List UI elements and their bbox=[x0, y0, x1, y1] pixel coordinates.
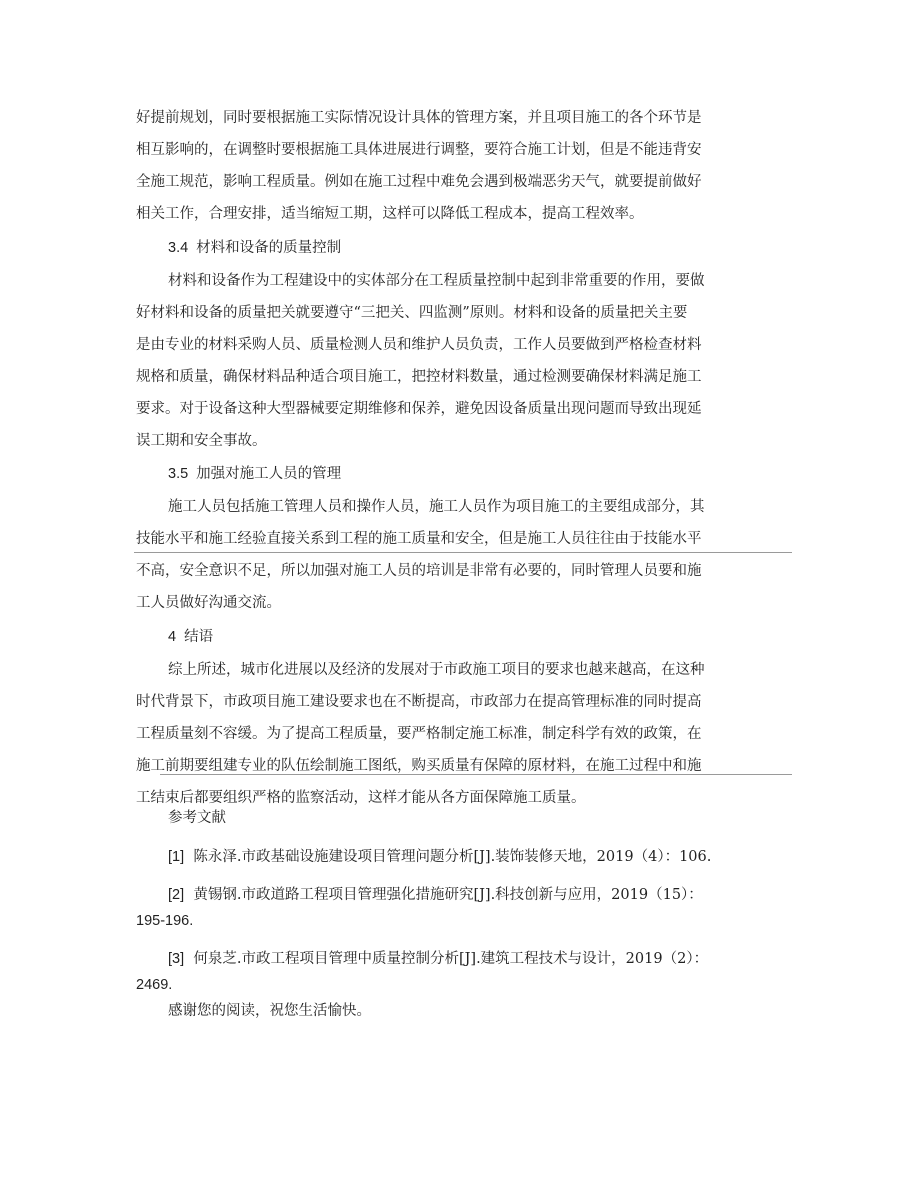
paragraph-line: 工人员做好沟通交流。 bbox=[136, 595, 281, 611]
reference-text: 何泉芝.市政工程项目管理中质量控制分析[J].建筑工程技术与设计，2019（2）： bbox=[193, 951, 709, 967]
section-title: 结语 bbox=[184, 629, 214, 645]
paragraph-line: 材料和设备作为工程建设中的实体部分在工程质量控制中起到非常重要的作用，要做 bbox=[168, 273, 705, 289]
paragraph-line: 时代背景下，市政项目施工建设要求也在不断提高，市政部力在提高管理标准的同时提高 bbox=[136, 694, 702, 710]
paragraph-line: 施工人员包括施工管理人员和操作人员，施工人员作为项目施工的主要组成部分，其 bbox=[168, 499, 705, 515]
paragraph-line: 工结束后都要组织严格的监察活动，这样才能从各方面保障施工质量。 bbox=[136, 790, 586, 806]
paragraph-line: 全施工规范，影响工程质量。例如在施工过程中难免会遇到极端恶劣天气，就要提前做好 bbox=[136, 174, 702, 190]
reference-continuation: 195-196. bbox=[136, 913, 194, 929]
divider-line bbox=[160, 774, 792, 775]
paragraph-line: 不高，安全意识不足，所以加强对施工人员的培训是非常有必要的，同时管理人员要和施 bbox=[136, 563, 702, 579]
closing-text: 感谢您的阅读，祝您生活愉快。 bbox=[168, 1003, 371, 1019]
paragraph-line: 工程质量刻不容缓。为了提高工程质量，要严格制定施工标准，制定科学有效的政策，在 bbox=[136, 726, 702, 742]
reference-item bbox=[168, 949, 708, 969]
section-heading-4 bbox=[168, 627, 213, 647]
reference-item bbox=[168, 847, 711, 867]
divider-line bbox=[134, 552, 792, 553]
paragraph-line: 相互影响的，在调整时要根据施工具体进展进行调整，要符合施工计划，但是不能违背安 bbox=[136, 142, 702, 158]
section-number: 3.4 bbox=[168, 240, 189, 256]
section-heading-3-5 bbox=[168, 464, 341, 484]
section-title: 加强对施工人员的管理 bbox=[196, 466, 342, 482]
section-number: 4 bbox=[168, 629, 177, 645]
paragraph-line: 误工期和安全事故。 bbox=[136, 433, 267, 449]
section-heading-3-4 bbox=[168, 238, 341, 258]
paragraph-line: 施工前期要组建专业的队伍绘制施工图纸，购买质量有保障的原材料，在施工过程中和施 bbox=[136, 758, 702, 774]
paragraph-line: 好提前规划，同时要根据施工实际情况设计具体的管理方案，并且项目施工的各个环节是 bbox=[136, 110, 702, 126]
reference-continuation: 2469. bbox=[136, 977, 173, 993]
reference-number: [2] bbox=[168, 887, 185, 903]
paragraph-line: 规格和质量，确保材料品种适合项目施工，把控材料数量，通过检测要确保材料满足施工 bbox=[136, 369, 702, 385]
reference-item bbox=[168, 885, 703, 905]
reference-text: 黄锡钢.市政道路工程项目管理强化措施研究[J].科技创新与应用，2019（15）： bbox=[193, 887, 703, 903]
paragraph-line: 要求。对于设备这种大型器械要定期维修和保养，避免因设备质量出现问题而导致出现延 bbox=[136, 401, 702, 417]
paragraph-line: 技能水平和施工经验直接关系到工程的施工质量和安全，但是施工人员往往由于技能水平 bbox=[136, 531, 702, 547]
references-title: 参考文献 bbox=[168, 810, 226, 826]
section-title: 材料和设备的质量控制 bbox=[196, 240, 342, 256]
paragraph-line: 相关工作，合理安排，适当缩短工期，这样可以降低工程成本，提高工程效率。 bbox=[136, 206, 644, 222]
paragraph-line: 综上所述，城市化进展以及经济的发展对于市政施工项目的要求也越来越高，在这种 bbox=[168, 662, 705, 678]
paragraph-line: 是由专业的材料采购人员、质量检测人员和维护人员负责，工作人员要做到严格检查材料 bbox=[136, 337, 702, 353]
reference-number: [1] bbox=[168, 849, 185, 865]
reference-number: [3] bbox=[168, 951, 185, 967]
reference-text: 陈永泽.市政基础设施建设项目管理问题分析[J].装饰装修天地，2019（4）：106. bbox=[193, 849, 712, 865]
section-number: 3.5 bbox=[168, 466, 189, 482]
paragraph-line: 好材料和设备的质量把关就要遵守“三把关、四监测”原则。材料和设备的质量把关主要 bbox=[136, 305, 688, 321]
